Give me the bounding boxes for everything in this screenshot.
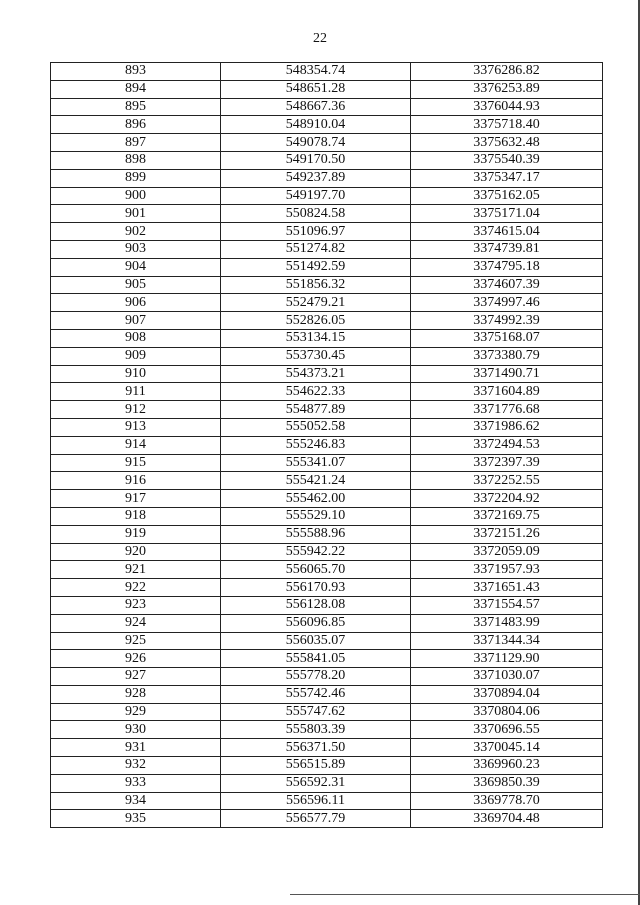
x-coordinate-cell: 548651.28 [221,80,411,98]
table-row [51,543,603,561]
x-coordinate-cell: 548667.36 [221,98,411,116]
table-row [51,401,603,419]
x-coordinate-cell: 556592.31 [221,774,411,792]
x-coordinate-cell: 556596.11 [221,792,411,810]
y-coordinate-cell: 3373380.79 [411,347,603,365]
point-number-cell: 901 [51,205,221,223]
table-row [51,490,603,508]
table-row [51,614,603,632]
y-coordinate-cell: 3375540.39 [411,151,603,169]
point-number-cell: 894 [51,80,221,98]
point-number-cell: 920 [51,543,221,561]
x-coordinate-cell: 553730.45 [221,347,411,365]
x-coordinate-cell: 556371.50 [221,739,411,757]
point-number-cell: 893 [51,63,221,81]
table-row [51,632,603,650]
x-coordinate-cell: 555942.22 [221,543,411,561]
y-coordinate-cell: 3369704.48 [411,810,603,828]
y-coordinate-cell: 3370894.04 [411,685,603,703]
x-coordinate-cell: 549078.74 [221,134,411,152]
point-number-cell: 913 [51,418,221,436]
point-number-cell: 907 [51,312,221,330]
y-coordinate-cell: 3369960.23 [411,757,603,775]
x-coordinate-cell: 555841.05 [221,650,411,668]
point-number-cell: 924 [51,614,221,632]
point-number-cell: 917 [51,490,221,508]
x-coordinate-cell: 554622.33 [221,383,411,401]
table-row [51,774,603,792]
point-number-cell: 933 [51,774,221,792]
table-row [51,80,603,98]
y-coordinate-cell: 3372397.39 [411,454,603,472]
point-number-cell: 931 [51,739,221,757]
x-coordinate-cell: 551096.97 [221,223,411,241]
table-row [51,365,603,383]
x-coordinate-cell: 555747.62 [221,703,411,721]
x-coordinate-cell: 556035.07 [221,632,411,650]
x-coordinate-cell: 555742.46 [221,685,411,703]
x-coordinate-cell: 555246.83 [221,436,411,454]
point-number-cell: 905 [51,276,221,294]
y-coordinate-cell: 3375168.07 [411,329,603,347]
y-coordinate-cell: 3370045.14 [411,739,603,757]
point-number-cell: 902 [51,223,221,241]
y-coordinate-cell: 3371490.71 [411,365,603,383]
table-row [51,116,603,134]
point-number-cell: 895 [51,98,221,116]
y-coordinate-cell: 3372169.75 [411,507,603,525]
y-coordinate-cell: 3376044.93 [411,98,603,116]
point-number-cell: 897 [51,134,221,152]
x-coordinate-cell: 549197.70 [221,187,411,205]
table-row [51,685,603,703]
table-row [51,276,603,294]
x-coordinate-cell: 556065.70 [221,561,411,579]
y-coordinate-cell: 3372059.09 [411,543,603,561]
table-row [51,294,603,312]
point-number-cell: 903 [51,240,221,258]
y-coordinate-cell: 3372151.26 [411,525,603,543]
point-number-cell: 922 [51,579,221,597]
x-coordinate-cell: 554373.21 [221,365,411,383]
y-coordinate-cell: 3376286.82 [411,63,603,81]
point-number-cell: 934 [51,792,221,810]
y-coordinate-cell: 3371554.57 [411,596,603,614]
coordinates-table [50,62,603,828]
point-number-cell: 900 [51,187,221,205]
point-number-cell: 906 [51,294,221,312]
y-coordinate-cell: 3371651.43 [411,579,603,597]
y-coordinate-cell: 3375718.40 [411,116,603,134]
table-row [51,169,603,187]
table-row [51,596,603,614]
y-coordinate-cell: 3375347.17 [411,169,603,187]
table-row [51,240,603,258]
table-row [51,561,603,579]
x-coordinate-cell: 555052.58 [221,418,411,436]
table-row [51,187,603,205]
point-number-cell: 927 [51,668,221,686]
y-coordinate-cell: 3371957.93 [411,561,603,579]
table-row [51,650,603,668]
table-row [51,134,603,152]
table-row [51,418,603,436]
y-coordinate-cell: 3374997.46 [411,294,603,312]
point-number-cell: 898 [51,151,221,169]
point-number-cell: 915 [51,454,221,472]
y-coordinate-cell: 3375171.04 [411,205,603,223]
x-coordinate-cell: 550824.58 [221,205,411,223]
y-coordinate-cell: 3374795.18 [411,258,603,276]
point-number-cell: 896 [51,116,221,134]
x-coordinate-cell: 548910.04 [221,116,411,134]
point-number-cell: 912 [51,401,221,419]
y-coordinate-cell: 3369778.70 [411,792,603,810]
point-number-cell: 935 [51,810,221,828]
table-row [51,258,603,276]
y-coordinate-cell: 3375632.48 [411,134,603,152]
y-coordinate-cell: 3374607.39 [411,276,603,294]
point-number-cell: 928 [51,685,221,703]
y-coordinate-cell: 3372252.55 [411,472,603,490]
footer-rule [290,894,640,895]
point-number-cell: 929 [51,703,221,721]
x-coordinate-cell: 555778.20 [221,668,411,686]
y-coordinate-cell: 3371776.68 [411,401,603,419]
y-coordinate-cell: 3371030.07 [411,668,603,686]
point-number-cell: 918 [51,507,221,525]
page-number: 22 [313,31,327,46]
x-coordinate-cell: 549170.50 [221,151,411,169]
point-number-cell: 914 [51,436,221,454]
x-coordinate-cell: 556515.89 [221,757,411,775]
point-number-cell: 930 [51,721,221,739]
point-number-cell: 919 [51,525,221,543]
x-coordinate-cell: 549237.89 [221,169,411,187]
y-coordinate-cell: 3371986.62 [411,418,603,436]
x-coordinate-cell: 555341.07 [221,454,411,472]
x-coordinate-cell: 555529.10 [221,507,411,525]
point-number-cell: 909 [51,347,221,365]
coordinates-table-body [51,63,603,828]
point-number-cell: 925 [51,632,221,650]
x-coordinate-cell: 551492.59 [221,258,411,276]
y-coordinate-cell: 3370804.06 [411,703,603,721]
point-number-cell: 923 [51,596,221,614]
y-coordinate-cell: 3372204.92 [411,490,603,508]
x-coordinate-cell: 555462.00 [221,490,411,508]
y-coordinate-cell: 3374615.04 [411,223,603,241]
x-coordinate-cell: 551856.32 [221,276,411,294]
x-coordinate-cell: 548354.74 [221,63,411,81]
table-row [51,507,603,525]
point-number-cell: 916 [51,472,221,490]
table-row [51,329,603,347]
table-row [51,347,603,365]
x-coordinate-cell: 556170.93 [221,579,411,597]
y-coordinate-cell: 3375162.05 [411,187,603,205]
y-coordinate-cell: 3371129.90 [411,650,603,668]
point-number-cell: 910 [51,365,221,383]
table-row [51,436,603,454]
table-row [51,810,603,828]
table-row [51,757,603,775]
table-row [51,721,603,739]
x-coordinate-cell: 555588.96 [221,525,411,543]
table-row [51,383,603,401]
x-coordinate-cell: 554877.89 [221,401,411,419]
table-row [51,703,603,721]
point-number-cell: 908 [51,329,221,347]
table-row [51,151,603,169]
table-row [51,63,603,81]
point-number-cell: 899 [51,169,221,187]
y-coordinate-cell: 3369850.39 [411,774,603,792]
point-number-cell: 926 [51,650,221,668]
x-coordinate-cell: 555421.24 [221,472,411,490]
y-coordinate-cell: 3374992.39 [411,312,603,330]
y-coordinate-cell: 3376253.89 [411,80,603,98]
table-row [51,312,603,330]
table-row [51,525,603,543]
point-number-cell: 932 [51,757,221,775]
table-row [51,472,603,490]
point-number-cell: 911 [51,383,221,401]
y-coordinate-cell: 3371344.34 [411,632,603,650]
table-row [51,454,603,472]
x-coordinate-cell: 556577.79 [221,810,411,828]
point-number-cell: 904 [51,258,221,276]
x-coordinate-cell: 551274.82 [221,240,411,258]
x-coordinate-cell: 556096.85 [221,614,411,632]
y-coordinate-cell: 3372494.53 [411,436,603,454]
x-coordinate-cell: 552826.05 [221,312,411,330]
x-coordinate-cell: 555803.39 [221,721,411,739]
y-coordinate-cell: 3370696.55 [411,721,603,739]
table-row [51,223,603,241]
y-coordinate-cell: 3374739.81 [411,240,603,258]
table-row [51,579,603,597]
y-coordinate-cell: 3371483.99 [411,614,603,632]
x-coordinate-cell: 553134.15 [221,329,411,347]
x-coordinate-cell: 552479.21 [221,294,411,312]
table-row [51,792,603,810]
table-row [51,98,603,116]
table-row [51,739,603,757]
y-coordinate-cell: 3371604.89 [411,383,603,401]
point-number-cell: 921 [51,561,221,579]
table-row [51,205,603,223]
table-row [51,668,603,686]
x-coordinate-cell: 556128.08 [221,596,411,614]
